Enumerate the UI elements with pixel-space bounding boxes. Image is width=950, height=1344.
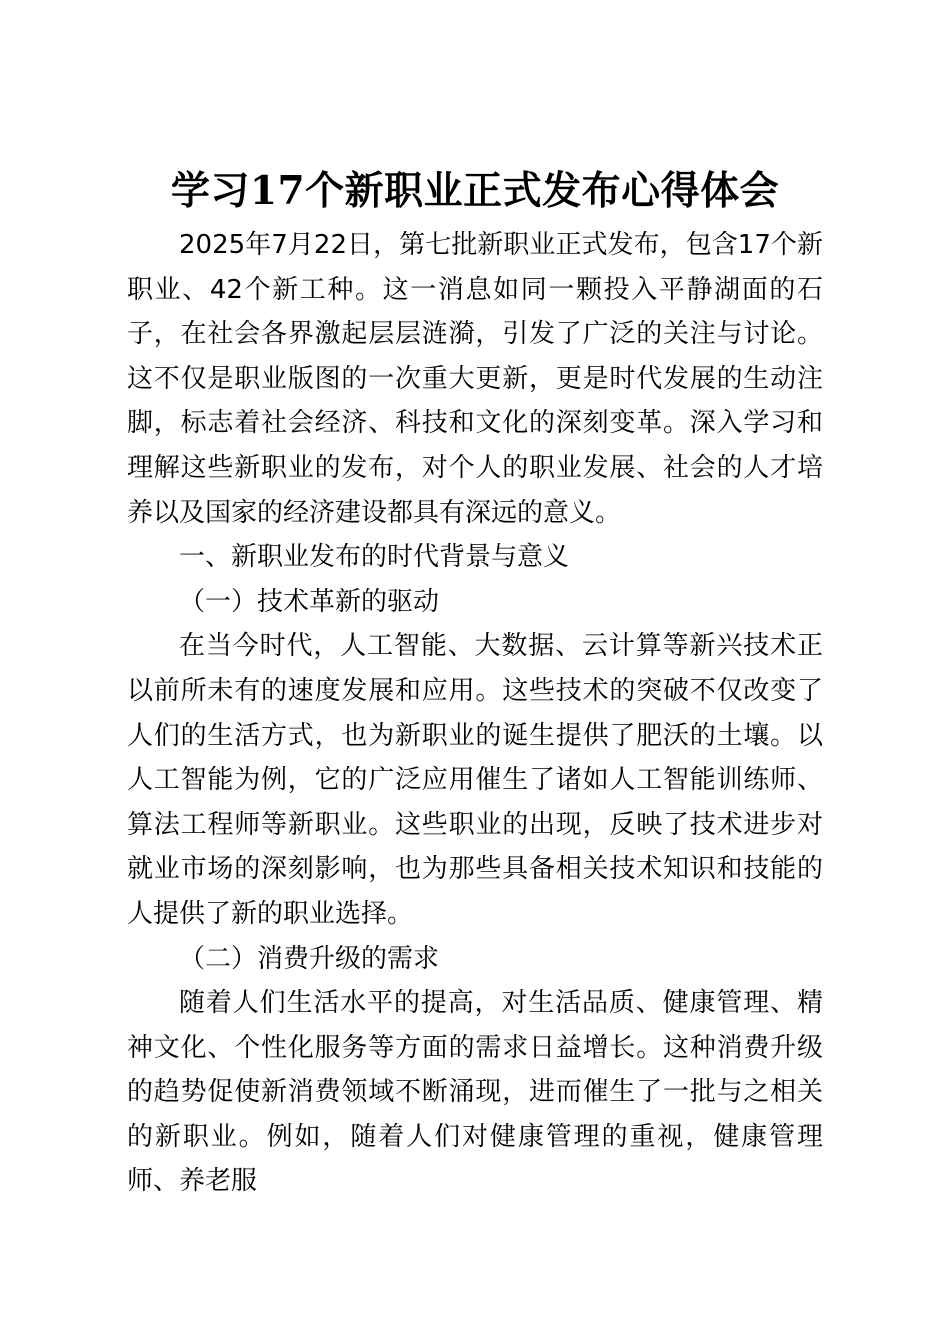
- document-page: [127, 0, 823, 1344]
- section-heading-1: 一、新职业发布的时代背景与意义: [179, 542, 570, 573]
- paragraph-intro: 2025年7月22日，第七批新职业正式发布，包含17个新职业、42个新工种。这一消息如同一颗投入平静湖面的石子，在社会各界激起层层涟漪，引发了广泛的关注与讨论。这不仅是职业版图的一次重大更新，更是时代发展的生动注脚，标志着社会经济、科技和文化的深刻变革。深入学习和理解这些新职业的发布，对个人的职业发展、社会的人才培养以及国家的经济建设都具有深远的意义。: [127, 230, 823, 528]
- document-body: [127, 223, 823, 1204]
- paragraph-technology: 在当今时代，人工智能、大数据、云计算等新兴技术正以前所未有的速度发展和应用。这些技术的突破不仅改变了人们的生活方式，也为新职业的诞生提供了肥沃的土壤。以人工智能为例，它的广泛应用催生了诸如人工智能训练师、算法工程师等新职业。这些职业的出现，反映了技术进步对就业市场的深刻影响，也为那些具备相关技术知识和技能的人提供了新的职业选择。: [127, 631, 823, 929]
- subsection-heading-2: （二）消费升级的需求: [179, 943, 440, 974]
- paragraph-consumption: 随着人们生活水平的提高，对生活品质、健康管理、精神文化、个性化服务等方面的需求日益增长。这种消费升级的趋势促使新消费领域不断涌现，进而催生了一批与之相关的新职业。例如，随着人们对健康管理的重视，健康管理师、养老服: [127, 988, 823, 1197]
- document-title: 学习17个新职业正式发布心得体会: [170, 168, 780, 214]
- subsection-heading-1: （一）技术革新的驱动: [179, 586, 440, 617]
